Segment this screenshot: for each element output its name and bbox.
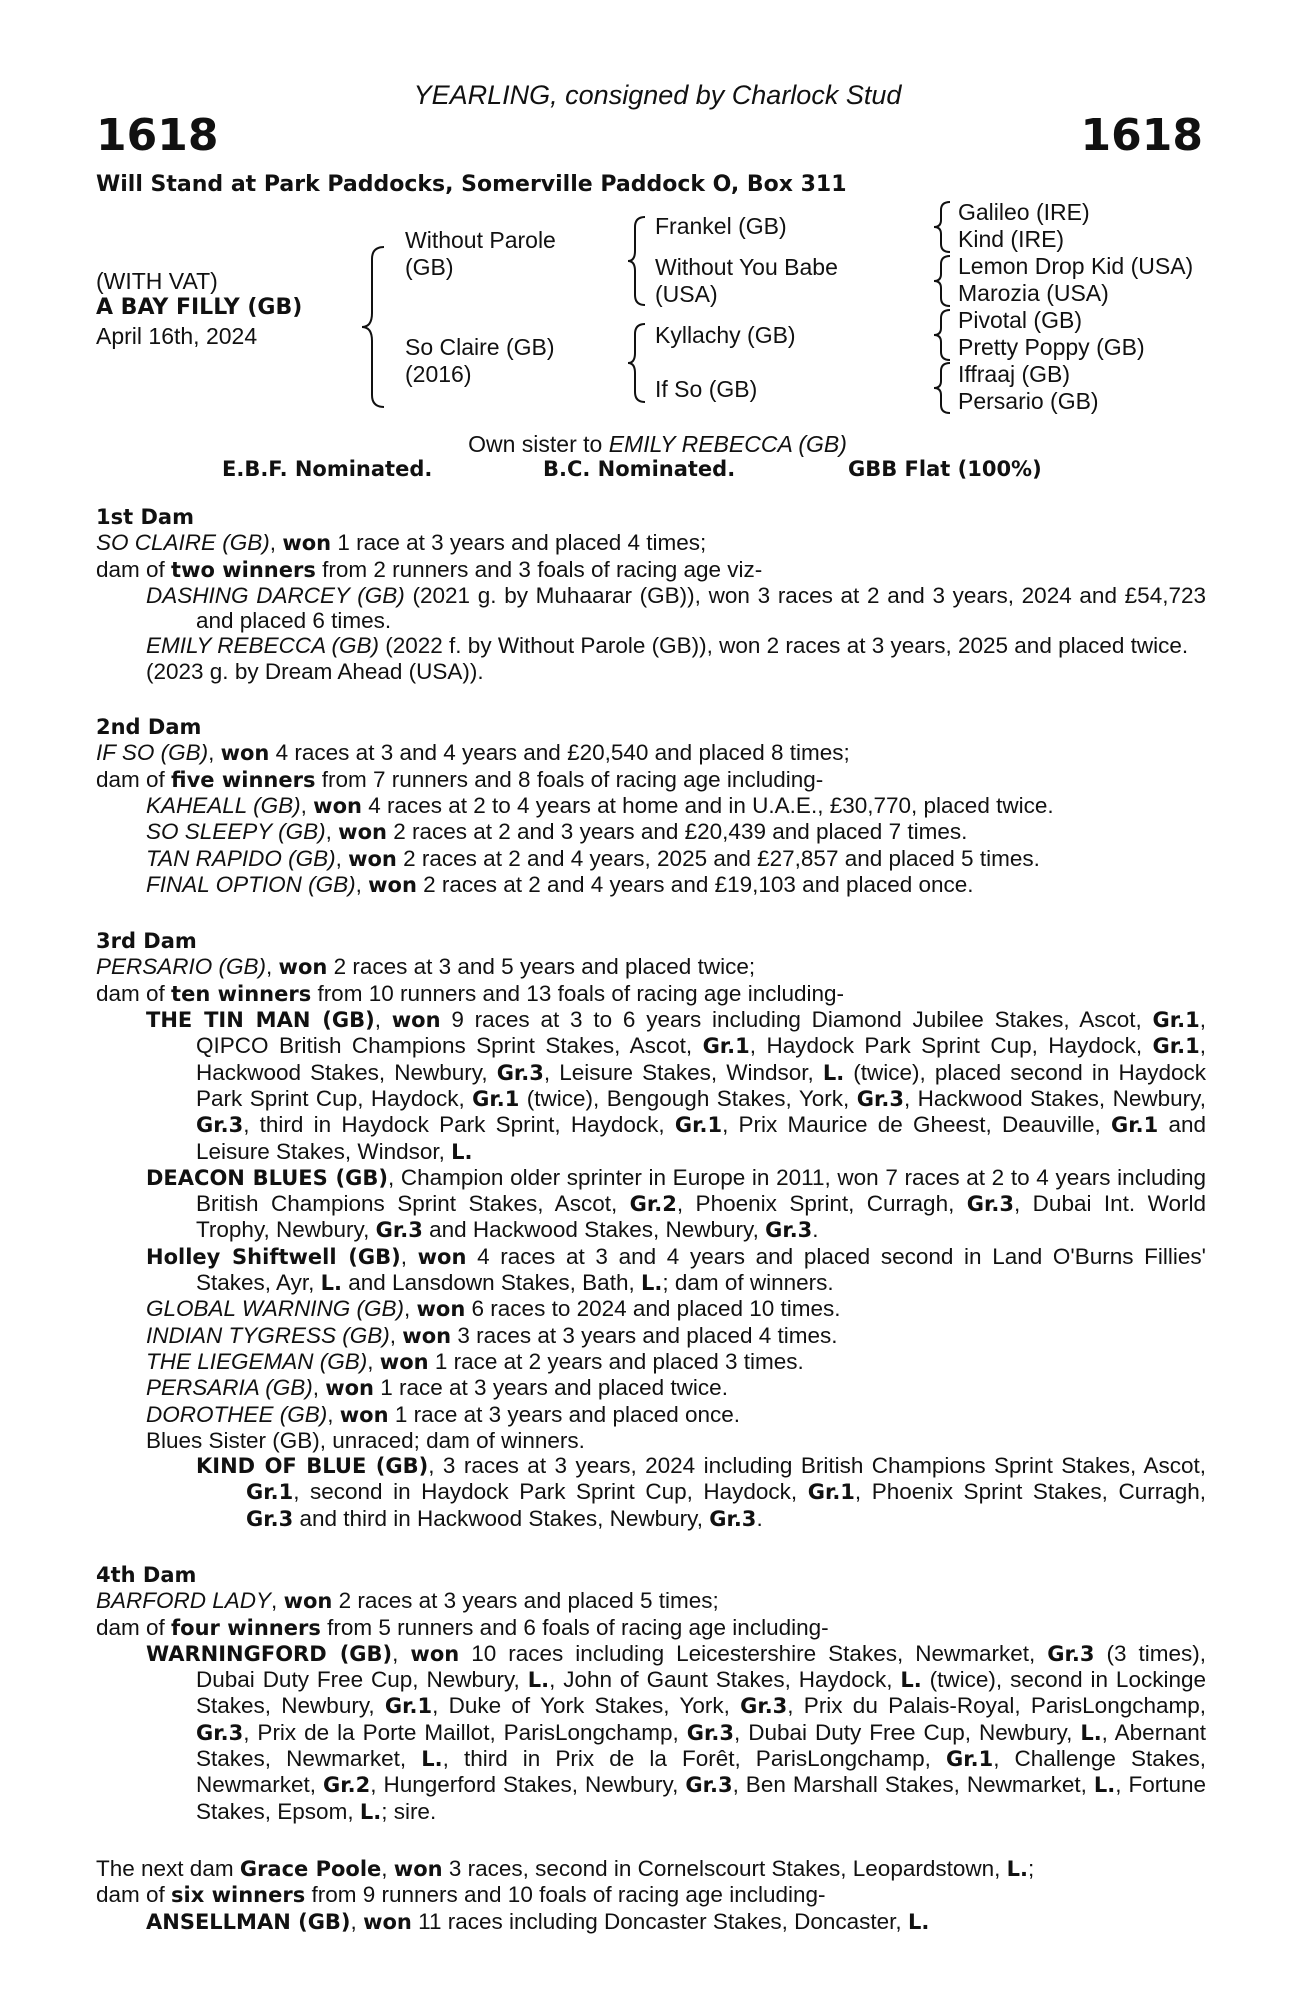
pedigree-g7: Iffraaj (GB) xyxy=(958,361,1071,387)
dam4-record: BARFORD LADY, won 2 races at 3 years and placed 5 times; xyxy=(96,1588,719,1614)
pedigree-g6: Pretty Poppy (GB) xyxy=(958,334,1145,360)
dam3-progeny-entry: THE LIEGEMAN (GB), won 1 race at 2 years and placed 3 times. xyxy=(146,1348,804,1374)
pedigree-brace-dam xyxy=(625,322,649,404)
dam1-heading: 1st Dam xyxy=(96,505,194,529)
vat-note: (WITH VAT) xyxy=(96,268,218,294)
pedigree-g4: Marozia (USA) xyxy=(958,280,1109,306)
pedigree-brace-g56 xyxy=(930,308,954,362)
pedigree-dam-sire: Kyllachy (GB) xyxy=(655,322,796,348)
pedigree-brace-main xyxy=(360,245,390,410)
next-dam-produce-summary: dam of six winners from 9 runners and 10 foals of racing age including- xyxy=(96,1882,826,1908)
dam3-progeny-entry: DEACON BLUES (GB), Champion older sprinter in Europe in 2011, won 7 races at 2 to 4 years including British Champions Sprint Stakes, Ascot, Gr.2, Phoenix Sprint, Curragh, Gr.3, Dubai Int. World Trophy, Newbury, Gr.3 and Hackwood Stakes, Newbury, Gr.3. xyxy=(146,1164,1206,1243)
dam2-progeny-entry: FINAL OPTION (GB), won 2 races at 2 and 4 years and £19,103 and placed once. xyxy=(146,871,974,897)
bc-nomination: B.C. Nominated. xyxy=(543,457,736,481)
pedigree-brace-g78 xyxy=(930,361,954,415)
lot-number-right: 1618 xyxy=(1080,110,1203,161)
dam3-progeny-entry: THE TIN MAN (GB), won 9 races at 3 to 6 years including Diamond Jubilee Stakes, Ascot, Gr.1, QIPCO British Champions Sprint Stakes, Ascot, Gr.1, Haydock Park Sprint Cup, Haydock, Gr.1, Hackwood Stakes, Newbury, Gr.3, Leisure Stakes, Windsor, L. (twice), placed second in Haydock Park Sprint Cup, Haydock, Gr.1 (twice), Bengough Stakes, York, Gr.3, Hackwood Stakes, Newbury, Gr.3, third in Haydock Park Sprint, Haydock, Gr.1, Prix Maurice de Gheest, Deauville, Gr.1 and Leisure Stakes, Windsor, L. xyxy=(146,1007,1207,1164)
dam3-progeny-entry: PERSARIA (GB), won 1 race at 3 years and placed twice. xyxy=(146,1375,728,1401)
dam3-progeny-entry: INDIAN TYGRESS (GB), won 3 races at 3 years and placed 4 times. xyxy=(146,1322,838,1348)
pedigree-sire-sire: Frankel (GB) xyxy=(655,213,787,239)
pedigree-sire: Without Parole (GB) xyxy=(405,227,556,280)
catalogue-body xyxy=(96,505,1206,1935)
dam3-progeny-entry: GLOBAL WARNING (GB), won 6 races to 2024 and placed 10 times. xyxy=(146,1296,841,1322)
dam4-heading: 4th Dam xyxy=(96,1562,197,1587)
pedigree-dam: So Claire (GB) (2016) xyxy=(405,334,555,387)
pedigree-brace-g34 xyxy=(930,254,954,308)
pedigree-g1: Galileo (IRE) xyxy=(958,199,1090,225)
dam2-record: IF SO (GB), won 4 races at 3 and 4 years and £20,540 and placed 8 times; xyxy=(96,740,850,766)
dam4-produce-summary: dam of four winners from 5 runners and 6 foals of racing age including- xyxy=(96,1614,829,1640)
dam2-heading: 2nd Dam xyxy=(96,715,202,740)
pedigree-g5: Pivotal (GB) xyxy=(958,307,1082,333)
pedigree-sire-dam: Without You Babe (USA) xyxy=(655,254,838,307)
dam1-progeny-entry: DASHING DARCEY (GB) (2021 g. by Muhaarar (GB)), won 3 races at 2 and 3 years, 2024 and £54,723 and placed 6 times. xyxy=(146,582,1206,634)
dam2-produce-summary: dam of five winners from 7 runners and 8 foals of racing age including- xyxy=(96,766,824,792)
gbb-flat: GBB Flat (100%) xyxy=(848,457,1042,481)
sale-subtitle: YEARLING, consigned by Charlock Stud xyxy=(413,80,902,110)
pedigree-g3: Lemon Drop Kid (USA) xyxy=(958,253,1194,279)
next-dam-record: The next dam Grace Poole, won 3 races, second in Cornelscourt Stakes, Leopardstown, L.; xyxy=(96,1855,1035,1881)
dam3-record: PERSARIO (GB), won 2 races at 3 and 5 years and placed twice; xyxy=(96,954,756,980)
stand-location: Will Stand at Park Paddocks, Somerville Paddock O, Box 311 xyxy=(96,172,847,197)
dam2-progeny-entry: SO SLEEPY (GB), won 2 races at 2 and 3 years and £20,439 and placed 7 times. xyxy=(146,819,968,845)
dam1-progeny-entry: (2023 g. by Dream Ahead (USA)). xyxy=(146,658,484,684)
dam1-produce-summary: dam of two winners from 2 runners and 3 foals of racing age viz- xyxy=(96,556,763,582)
lot-number-left: 1618 xyxy=(96,110,219,161)
dam1-record: SO CLAIRE (GB), won 1 race at 3 years and placed 4 times; xyxy=(96,530,707,556)
pedigree-g2: Kind (IRE) xyxy=(958,226,1065,252)
dam3-progeny-entry: Blues Sister (GB), unraced; dam of winners. xyxy=(146,1427,585,1453)
dam3-progeny-entry: DOROTHEE (GB), won 1 race at 3 years and placed once. xyxy=(146,1401,741,1427)
sister-line: Own sister to EMILY REBECCA (GB) xyxy=(468,431,847,457)
dam2-progeny-entry: TAN RAPIDO (GB), won 2 races at 2 and 4 years, 2025 and £27,857 and placed 5 times. xyxy=(146,845,1040,871)
pedigree-dam-dam: If So (GB) xyxy=(655,376,758,402)
dam2-progeny-entry: KAHEALL (GB), won 4 races at 2 to 4 years at home and in U.A.E., £30,770, placed twice. xyxy=(146,792,1054,818)
dam4-progeny-entry: WARNINGFORD (GB), won 10 races including Leicestershire Stakes, Newmarket, Gr.3 (3 times), Dubai Duty Free Cup, Newbury, L., John of Gaunt Stakes, Haydock, L. (twice), second in Lockinge Stakes, Newbury, Gr.1, Duke of York Stakes, York, Gr.3, Prix du Palais-Royal, ParisLongchamp, Gr.3, Prix de la Porte Maillot, ParisLongchamp, Gr.3, Dubai Duty Free Cup, Newbury, L., Abernant Stakes, Newmarket, L., third in Prix de la Forêt, ParisLongchamp, Gr.1, Challenge Stakes, Newmarket, Gr.2, Hungerford Stakes, Newbury, Gr.3, Ben Marshall Stakes, Newmarket, L., Fortune Stakes, Epsom, L.; sire. xyxy=(146,1640,1207,1824)
pedigree-brace-g12 xyxy=(930,200,954,254)
dam3-produce-summary: dam of ten winners from 10 runners and 13 foals of racing age including- xyxy=(96,980,845,1006)
next-dam-progeny-entry: ANSELLMAN (GB), won 11 races including Doncaster Stakes, Doncaster, L. xyxy=(146,1908,930,1934)
foaling-date: April 16th, 2024 xyxy=(96,323,258,349)
dam3-grand-progeny-entry: KIND OF BLUE (GB), 3 races at 3 years, 2024 including British Champions Sprint Stakes, Ascot, Gr.1, second in Haydock Park Sprint Cup, Haydock, Gr.1, Phoenix Sprint Stakes, Curragh, Gr.3 and third in Hackwood Stakes, Newbury, Gr.3. xyxy=(196,1453,1206,1531)
pedigree-g8: Persario (GB) xyxy=(958,388,1099,414)
dam3-progeny-entry: Holley Shiftwell (GB), won 4 races at 3 and 4 years and placed second in Land O'Burns Fillies' Stakes, Ayr, L. and Lansdown Stakes, Bath, L.; dam of winners. xyxy=(146,1243,1206,1296)
dam3-heading: 3rd Dam xyxy=(96,929,197,954)
pedigree-brace-sire xyxy=(625,215,649,307)
dam1-progeny-entry: EMILY REBECCA (GB) (2022 f. by Without Parole (GB)), won 2 races at 3 years, 2025 and placed twice. xyxy=(146,633,1189,659)
horse-name: A BAY FILLY (GB) xyxy=(96,295,303,320)
ebf-nomination: E.B.F. Nominated. xyxy=(222,457,433,481)
